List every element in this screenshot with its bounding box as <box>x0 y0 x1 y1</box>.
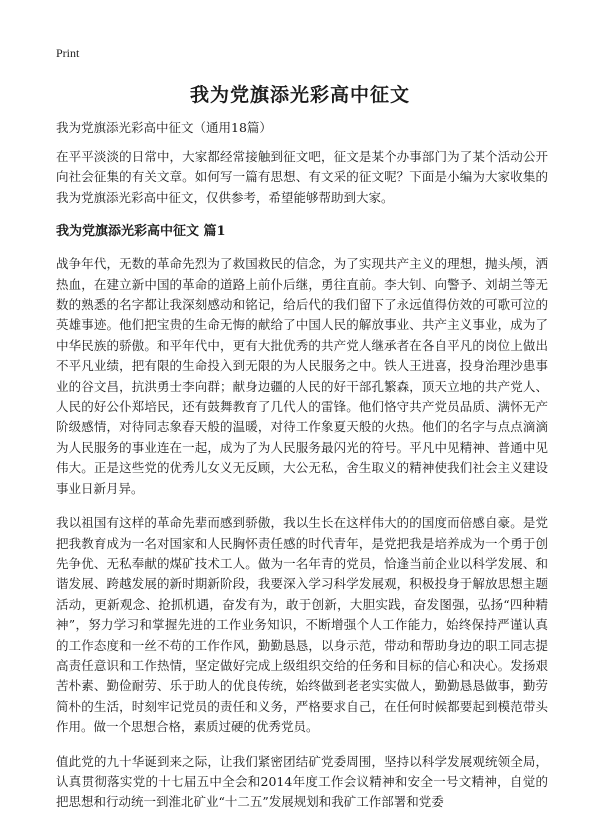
page-title: 我为党旗添光彩高中征文 <box>189 84 410 106</box>
body-paragraph-1: 战争年代，无数的革命先烈为了救国救民的信念，为了实现共产主义的理想，抛头颅，洒热血，在建立新中国的革命的道路上前仆后继，勇往直前。李大钊、向警予、刘胡兰等无数的熟悉的名字都让我深刻感动和铭记，给后代的我们留下了永远值得仿效的可歌可泣的英雄事迹。他们把宝贵的生命无悔的献给了中国人民的解放事业、共产主义事业，成为了中华民族的骄傲。和平年代中，更有大批优秀的共产党人继承者在各自平凡的岗位上做出不平凡业绩，把有限的生命投入到无限的为人民服务之中。铁人王进喜，投身治理沙患事业的谷文昌，抗洪勇士李向群；献身边疆的人民的好干部孔繁森，顶天立地的共产党人、人民的好公仆郑培民，还有鼓舞教育了几代人的雷锋。他们恪守共产党员品质、满怀无产阶级感情，对待同志象春天般的温暖，对待工作象夏天般的火热。他们的名字与点点滴滴为人民服务的事业连在一起，成为了为人民服务最闪光的符号。平凡中见精神、普通中见伟大。正是这些党的优秀儿女义无反顾，大公无私，舍生取义的精神使我们社会主义建设事业日新月异。 <box>56 256 548 496</box>
article-body <box>56 118 548 827</box>
body-paragraph-3: 值此党的九十华诞到来之际，让我们紧密团结矿党委周围，坚持以科学发展观统领全局，认真贯彻落实党的十七届五中全会和2014年度工作会议精神和安全一号文精神，自觉的把思想和行动统一到淮北矿业“十二五”发展规划和我矿工作部署和党委 <box>56 753 548 810</box>
subtitle: 我为党旗添光彩高中征文（通用18篇） <box>56 120 272 135</box>
body-paragraph-2: 我以祖国有这样的革命先辈而感到骄傲，我以生长在这样伟大的的国度而倍感自豪。是党把我教育成为一名对国家和人民胸怀责任感的时代青年，是党把我是培养成为一个勇于创先争优、无私奉献的煤矿技术工人。做为一名年青的党员，恰逢当前企业以科学发展、和谐发展、跨越发展的新时期新阶段，我要深入学习科学发展观，积极投身于解放思想主题活动，更新观念、抢抓机遇，奋发有为，敢于创新，大胆实践，奋发图强，弘扬“四种精神”，努力学习和掌握先进的工作业务知识，不断增强个人工作能力，始终保持严谨认真的工作态度和一丝不苟的工作作风，勤勤恳恳，以身示范，带动和帮助身边的职工同志提高责任意识和工作热情，坚定做好完成上级组织交给的任务和目标的信心和决心。发扬艰苦朴素、勤俭耐劳、乐于助人的优良传统，始终做到老老实实做人，勤勤恳恳做事，勤劳简朴的生活，时刻牢记党员的责任和义务，严格要求自己，在任何时候都要起到模范带头作用。做一个思想合格，素质过硬的优秀党员。 <box>56 515 548 735</box>
print-link[interactable]: Print <box>56 46 80 60</box>
intro-paragraph: 在平平淡淡的日常中，大家都经常接触到征文吧，征文是某个办事部门为了某个活动公开向社会征集的有关文章。如何写一篇有思想、有文采的征文呢？下面是小编为大家收集的我为党旗添光彩高中征文，仅供参考，希望能够帮助到大家。 <box>56 149 548 205</box>
section-heading: 我为党旗添光彩高中征文 篇1 <box>56 224 226 240</box>
